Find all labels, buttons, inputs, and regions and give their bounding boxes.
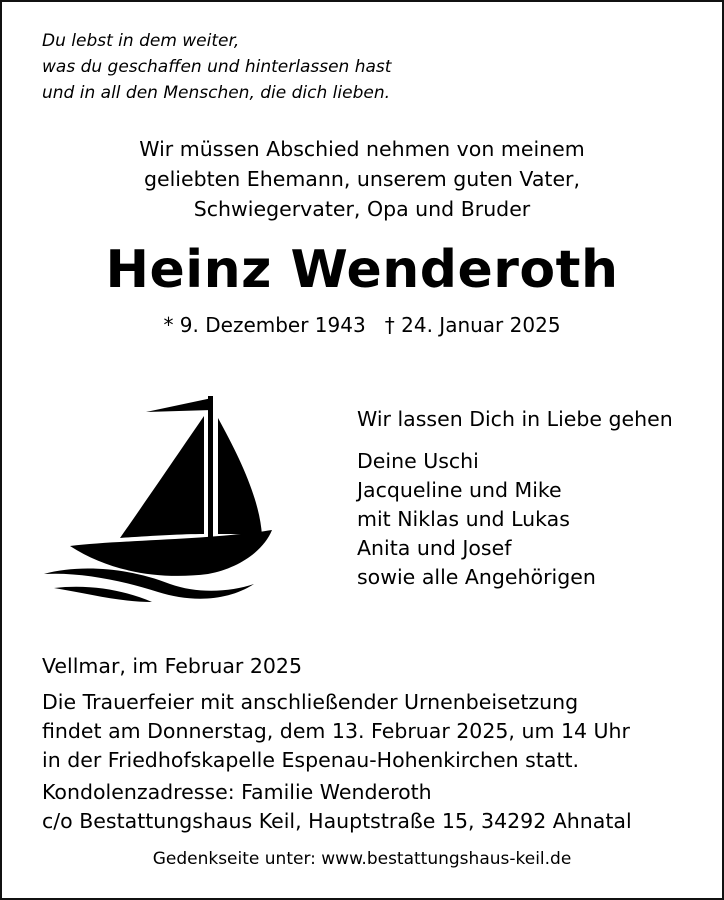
sailboat-icon	[40, 388, 280, 608]
mourner-line: Jacqueline und Mike	[357, 478, 562, 502]
poem-line: Du lebst in dem weiter,	[42, 31, 240, 51]
service-line: in der Friedhofskapelle Espenau-Hohenkirchen statt.	[42, 748, 580, 772]
poem-line: und in all den Menschen, die dich lieben.	[42, 83, 391, 103]
mourners-list	[357, 447, 596, 592]
address-line: Kondolenzadresse: Familie Wenderoth	[42, 780, 432, 804]
mourner-line: Deine Uschi	[357, 449, 479, 473]
condolence-address	[42, 778, 632, 836]
intro-line: geliebten Ehemann, unserem guten Vater,	[143, 167, 580, 191]
address-line: c/o Bestattungshaus Keil, Hauptstraße 15, 34292 Ahnatal	[42, 809, 632, 833]
service-details	[42, 688, 630, 775]
memorial-poem	[42, 28, 391, 106]
mourner-line: sowie alle Angehörigen	[357, 565, 596, 589]
intro-text	[0, 134, 724, 224]
mourner-line: Anita und Josef	[357, 536, 512, 560]
memorial-website: Gedenkseite unter: www.bestattungshaus-keil.de	[152, 849, 572, 869]
intro-line: Schwiegervater, Opa und Bruder	[193, 197, 531, 221]
life-dates: * 9. Dezember 1943 † 24. Januar 2025	[163, 313, 561, 337]
farewell-text: Wir lassen Dich in Liebe gehen	[357, 407, 673, 431]
poem-line: was du geschaffen und hinterlassen hast	[42, 57, 392, 77]
deceased-name: Heinz Wenderoth	[105, 240, 619, 300]
service-line: findet am Donnerstag, dem 13. Februar 2025, um 14 Uhr	[42, 719, 630, 743]
mourner-line: mit Niklas und Lukas	[357, 507, 570, 531]
place-date: Vellmar, im Februar 2025	[42, 654, 303, 678]
intro-line: Wir müssen Abschied nehmen von meinem	[139, 137, 585, 161]
service-line: Die Trauerfeier mit anschließender Urnenbeisetzung	[42, 690, 579, 714]
